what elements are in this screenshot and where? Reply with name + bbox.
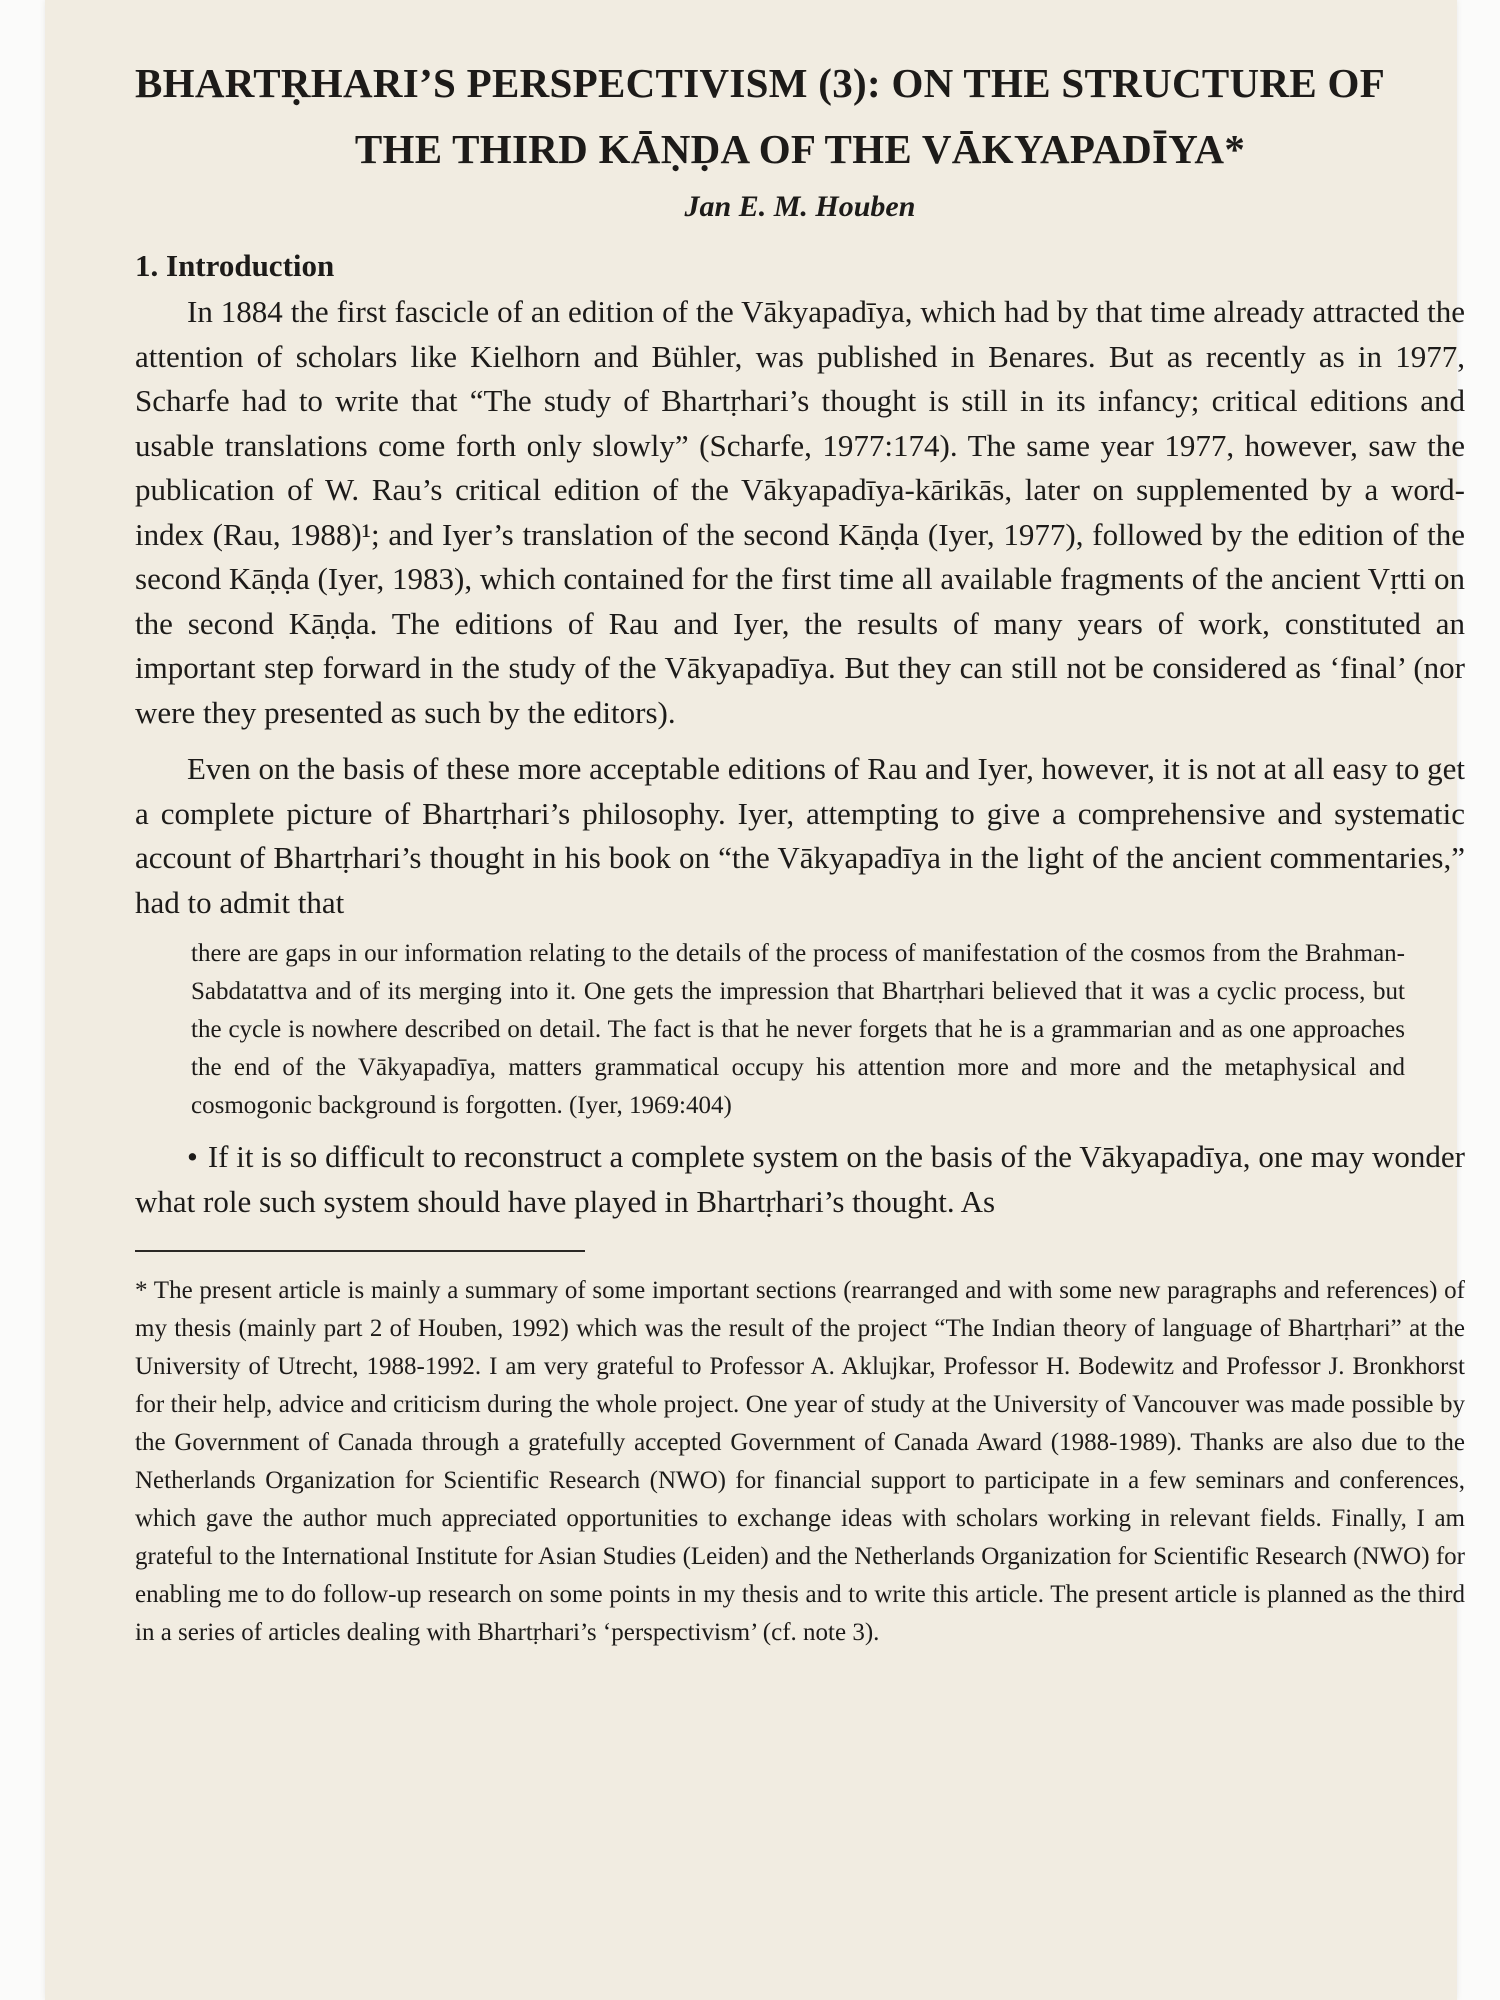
article-title bbox=[135, 50, 1465, 182]
page-content bbox=[135, 50, 1465, 1652]
author-name: Jan E. M. Houben bbox=[684, 190, 916, 223]
section-heading: 1. Introduction bbox=[135, 248, 335, 283]
footnote-separator bbox=[135, 1250, 585, 1252]
paragraph-2: Even on the basis of these more acceptable editions of Rau and Iyer, however, it is not at all easy to get a complete picture of Bhartṛhari’s philosophy. Iyer, attempting to give a comprehensive and systematic account of Bhartṛhari’s thought in his book on “the Vākyapadīya in the light of the ancient commentaries,” had to admit that bbox=[135, 751, 1465, 920]
bullet-mark: • bbox=[187, 1139, 198, 1174]
block-quote: there are gaps in our information relating to the details of the process of manifestation of the cosmos from the Brahman-Sabdatattva and of its merging into it. One gets the impression that Bhartṛhari believed that it was a cyclic process, but the cycle is nowhere described on detail. The fact is that he never forgets that he is a grammarian and as one approaches the end of the Vākyapadīya, matters grammatical occupy his attention more and more and the metaphysical and cosmogonic background is forgotten. (Iyer, 1969:404) bbox=[191, 940, 1405, 1119]
paragraph-1: In 1884 the first fascicle of an edition of the Vākyapadīya, which had by that time already attracted the attention of scholars like Kielhorn and Bühler, was published in Benares. But as recently as in 1977, Scharfe had to write that “The study of Bhartṛhari’s thought is still in its infancy; critical editions and usable translations come forth only slowly” (Scharfe, 1977:174). The same year 1977, however, saw the publication of W. Rau’s critical edition of the Vākyapadīya-kārikās, later on supplemented by a word-index (Rau, 1988)¹; and Iyer’s translation of the second Kāṇḍa (Iyer, 1977), followed by the edition of the second Kāṇḍa (Iyer, 1983), which contained for the first time all available fragments of the ancient Vṛtti on the second Kāṇḍa. The editions of Rau and Iyer, the results of many years of work, constituted an important step forward in the study of the Vākyapadīya. But they can still not be considered as ‘final’ (nor were they presented as such by the editors). bbox=[135, 294, 1465, 730]
paragraph-3-text: If it is so difficult to reconstruct a complete system on the basis of the Vākyapadīya, one may wonder what role such system should have played in Bhartṛhari’s thought. As bbox=[135, 1139, 1465, 1219]
title-line-2: THE THIRD KĀṆḌA OF THE VĀKYAPADĪYA* bbox=[354, 126, 1246, 172]
title-line-1: BHARTṚHARI’S PERSPECTIVISM (3): ON THE STRUCTURE OF bbox=[135, 60, 1386, 106]
journal-page bbox=[45, 0, 1465, 2000]
paragraph-3 bbox=[135, 1135, 1465, 1224]
footnote: * The present article is mainly a summary of some important sections (rearranged and with some new paragraphs and references) of my thesis (mainly part 2 of Houben, 1992) which was the result of the project “The Indian theory of language of Bhartṛhari” at the University of Utrecht, 1988-1992. I am very grateful to Professor A. Aklujkar, Professor H. Bodewitz and Professor J. Bronkhorst for their help, advice and criticism during the whole project. One year of study at the University of Vancouver was made possible by the Government of Canada through a gratefully accepted Government of Canada Award (1988-1989). Thanks are also due to the Netherlands Organization for Scientific Research (NWO) for financial support to participate in a few seminars and conferences, which gave the author much appreciated opportunities to exchange ideas with scholars working in relevant fields. Finally, I am grateful to the International Institute for Asian Studies (Leiden) and the Netherlands Organization for Scientific Research (NWO) for enabling me to do follow-up research on some points in my thesis and to write this article. The present article is planned as the third in a series of articles dealing with Bhartṛhari’s ‘perspectivism’ (cf. note 3). bbox=[135, 1277, 1465, 1646]
